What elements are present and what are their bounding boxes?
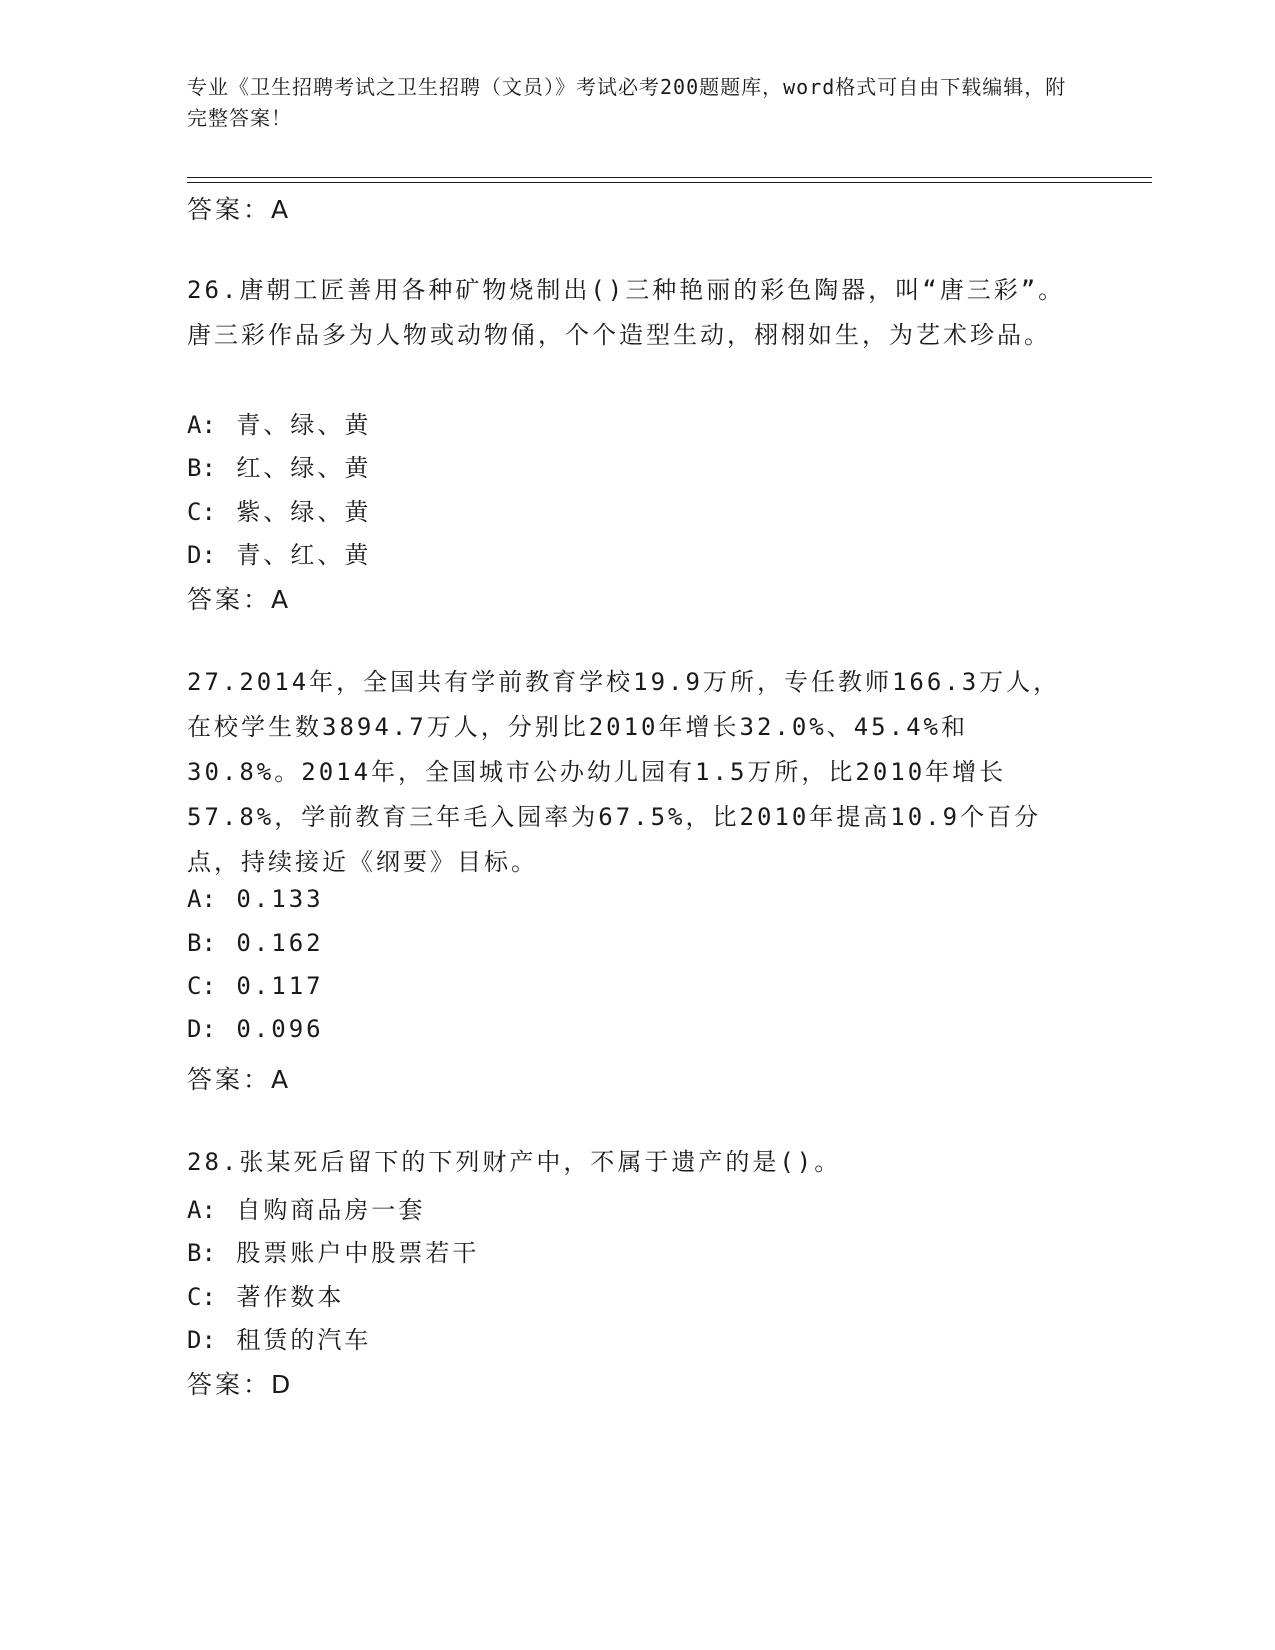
option-text: 著作数本 [236,1283,345,1311]
option-text: 0.096 [236,1015,324,1043]
answer-label: 答案： [187,195,272,224]
document-header: 专业《卫生招聘考试之卫生招聘（文员）》考试必考200题题库，word格式可自由下载编辑，附完整答案！ [187,75,1067,130]
option-separator: : [201,929,219,957]
option-separator: : [201,1196,219,1224]
option-key: C [187,498,202,526]
option-key: A [187,885,202,913]
question-stem: 27.2014年，全国共有学前教育学校19.9万所，专任教师166.3万人，在校学生数3894.7万人，分别比2010年增长32.0%、45.4%和30.8%。2014年，全国城市公办幼儿园有1.5万所，比2010年增长57.8%，学前教育三年毛入园率为67.5%，比2010年提高10.9个百分点，持续接近《纲要》目标。 [187,668,1061,876]
option-text: 青、红、黄 [236,541,372,569]
option-key: D [187,1326,202,1354]
option-text: 紫、绿、黄 [236,498,372,526]
option-separator: : [201,972,219,1000]
option-b [187,448,371,483]
answer-label: 答案： [187,1065,272,1094]
header-divider-bottom [187,182,1152,183]
option-key: B [187,1239,202,1267]
header-divider-top [187,177,1152,178]
option-text: 0.133 [236,885,324,913]
option-c [187,492,371,527]
answer-line [187,1365,293,1401]
option-d [187,1320,371,1355]
option-a [187,405,371,440]
option-text: 0.162 [236,929,324,957]
option-key: A [187,1196,202,1224]
option-key: C [187,1283,202,1311]
option-separator: : [201,541,219,569]
option-separator: : [201,885,219,913]
answer-line [187,580,291,616]
option-d [187,535,371,570]
answer-line [187,1060,291,1096]
option-b [187,929,324,957]
option-c [187,972,324,1000]
option-key: B [187,929,202,957]
option-key: B [187,454,202,482]
answer-line [187,190,291,226]
option-a [187,885,324,913]
option-c [187,1277,344,1312]
answer-label: 答案： [187,585,272,614]
option-text: 0.117 [236,972,324,1000]
option-key: D [187,1015,202,1043]
option-b [187,1233,479,1268]
option-key: D [187,541,202,569]
option-separator: : [201,1326,219,1354]
option-text: 青、绿、黄 [236,411,372,439]
option-separator: : [201,411,219,439]
question-stem: 28.张某死后留下的下列财产中，不属于遗产的是()。 [187,1148,842,1176]
answer-value: D [271,1370,294,1399]
option-a [187,1190,425,1225]
answer-label: 答案： [187,1370,272,1399]
option-key: A [187,411,202,439]
option-separator: : [201,1239,219,1267]
option-d [187,1015,324,1043]
question-stem: 26.唐朝工匠善用各种矿物烧制出()三种艳丽的彩色陶器，叫“唐三彩”。唐三彩作品多为人物或动物俑，个个造型生动，栩栩如生，为艺术珍品。 [187,276,1066,349]
option-key: C [187,972,202,1000]
answer-value: A [271,585,292,614]
answer-value: A [271,1065,292,1094]
option-separator: : [201,498,219,526]
option-separator: : [201,1015,219,1043]
option-text: 租赁的汽车 [236,1326,372,1354]
option-text: 红、绿、黄 [236,454,372,482]
option-separator: : [201,1283,219,1311]
answer-value: A [271,195,292,224]
option-text: 股票账户中股票若干 [236,1239,480,1267]
option-text: 自购商品房一套 [236,1196,426,1224]
option-separator: : [201,454,219,482]
